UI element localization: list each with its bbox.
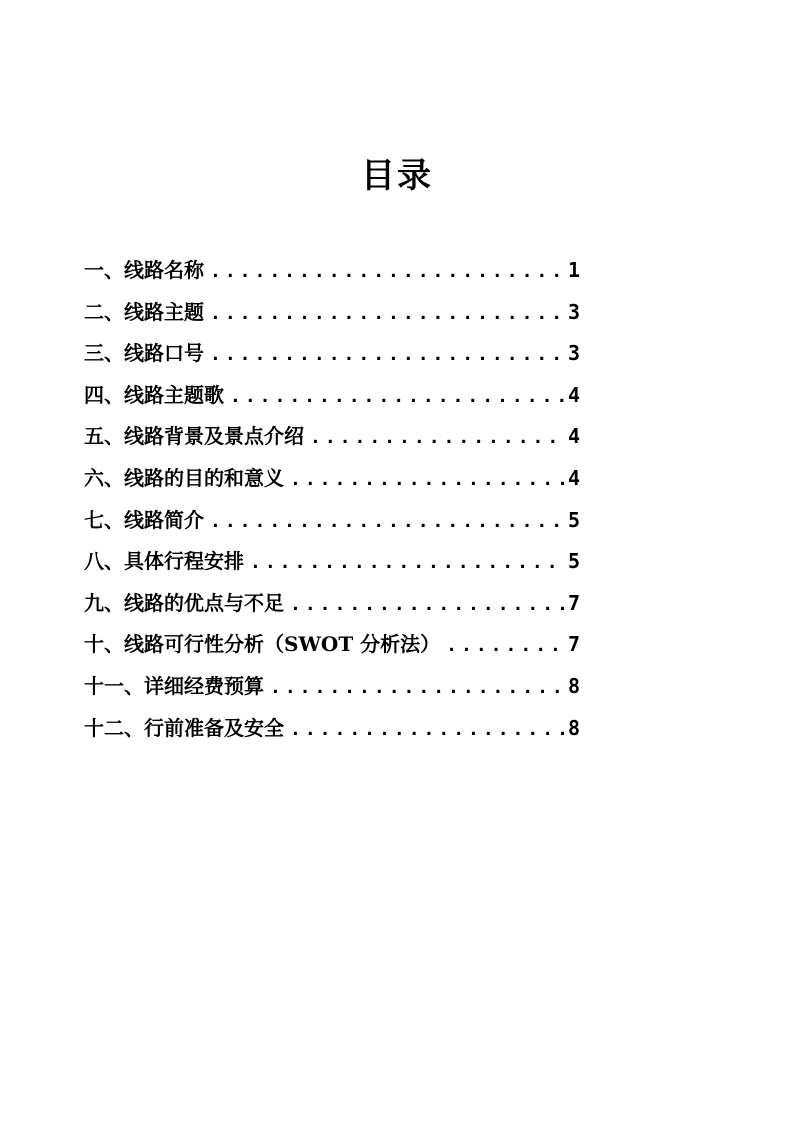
toc-page-number: 4 (567, 382, 580, 407)
toc-list (84, 250, 580, 749)
toc-entry[interactable] (84, 708, 580, 750)
toc-page-number: 8 (567, 673, 580, 698)
toc-entry-text: 八、具体行程安排 (84, 549, 244, 574)
toc-dot-leader (270, 667, 565, 709)
toc-entry[interactable] (84, 458, 580, 500)
toc-entry-text: 十二、行前准备及安全 (84, 715, 284, 740)
toc-entry[interactable] (84, 583, 580, 625)
toc-entry[interactable] (84, 292, 580, 334)
toc-page-number: 5 (567, 549, 580, 574)
toc-title: 目录 (361, 156, 433, 196)
toc-page-number: 7 (567, 590, 580, 615)
toc-dot-leader (446, 625, 565, 667)
toc-entry-text: 十、线路可行性分析（SWOT 分析法） (84, 632, 441, 657)
toc-entry[interactable] (84, 333, 580, 375)
toc-entry-text: 四、线路主题歌 (84, 382, 224, 407)
toc-entry[interactable] (84, 541, 580, 583)
toc-page-number: 5 (567, 507, 580, 532)
toc-entry[interactable] (84, 500, 580, 542)
toc-entry-text: 三、线路口号 (84, 341, 204, 366)
toc-dot-leader (210, 293, 565, 335)
toc-dot-leader (210, 251, 565, 293)
toc-page-number: 8 (567, 715, 580, 740)
toc-entry[interactable] (84, 624, 580, 666)
toc-dot-leader (290, 584, 565, 626)
toc-dot-leader (310, 417, 565, 459)
toc-entry-text: 二、线路主题 (84, 299, 204, 324)
toc-dot-leader (210, 501, 565, 543)
toc-entry[interactable] (84, 375, 580, 417)
toc-page-number: 4 (567, 424, 580, 449)
toc-entry-text: 一、线路名称 (84, 258, 204, 282)
toc-page-number: 7 (567, 632, 580, 657)
toc-dot-leader (250, 542, 565, 584)
toc-entry[interactable] (84, 666, 580, 708)
toc-page-number: 4 (567, 465, 580, 490)
toc-entry-text: 七、线路简介 (84, 507, 204, 532)
toc-page-number: 3 (567, 299, 580, 324)
toc-dot-leader (290, 709, 565, 751)
toc-entry-text: 十一、详细经费预算 (84, 673, 264, 698)
toc-page-number: 3 (567, 341, 580, 366)
toc-entry-text: 九、线路的优点与不足 (84, 590, 284, 615)
toc-page-number: 1 (567, 258, 580, 282)
toc-entry[interactable] (84, 250, 580, 292)
toc-dot-leader (230, 376, 565, 418)
toc-dot-leader (290, 459, 565, 501)
toc-entry-text: 五、线路背景及景点介绍 (84, 424, 304, 449)
toc-entry[interactable] (84, 416, 580, 458)
toc-dot-leader (210, 334, 565, 376)
toc-entry-text: 六、线路的目的和意义 (84, 465, 284, 490)
